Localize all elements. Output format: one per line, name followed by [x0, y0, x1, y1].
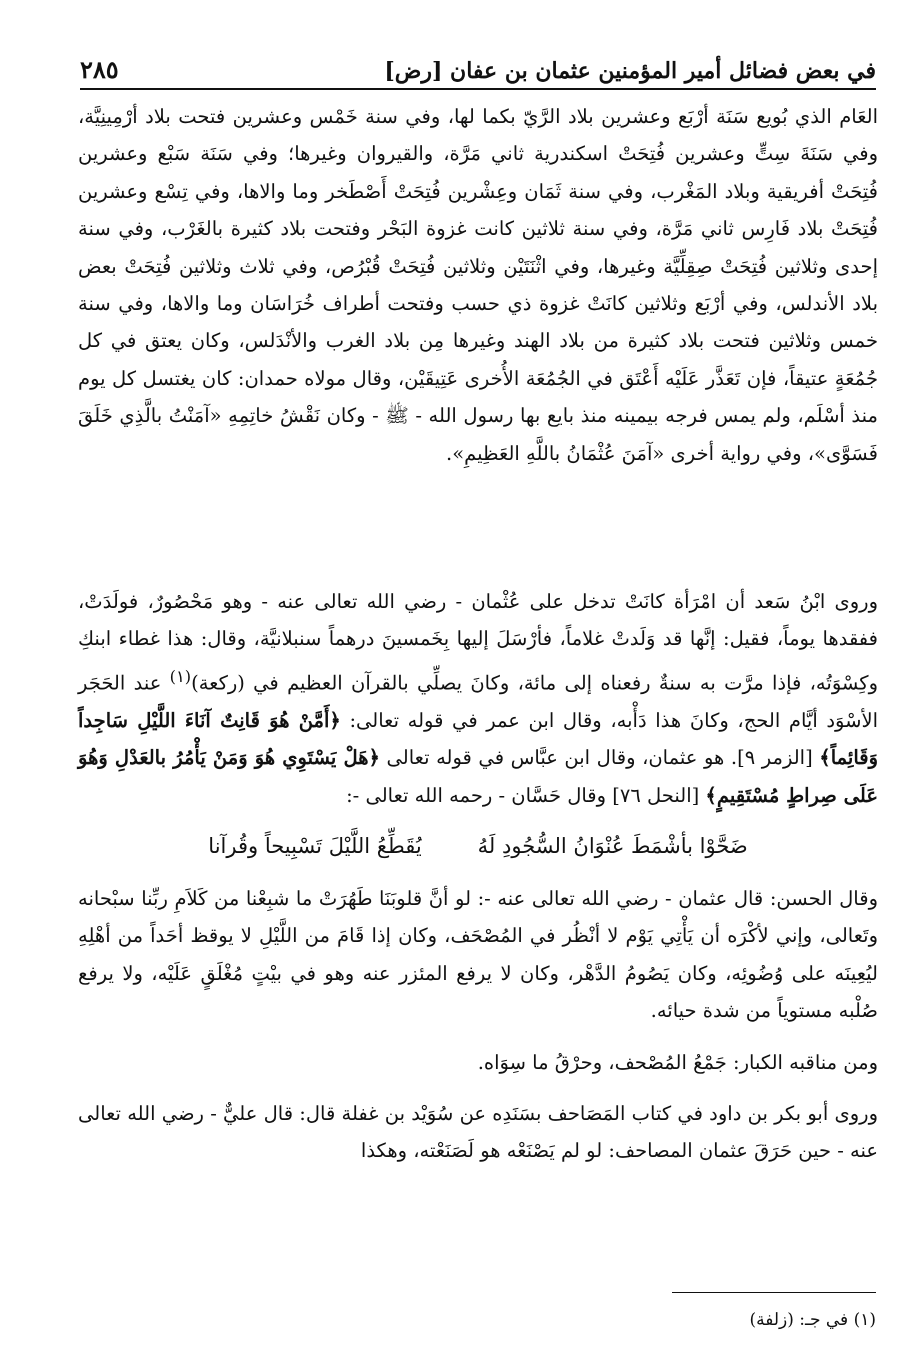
- text-run: [النحل ٧٦] وقال حَسَّان - رحمه الله تعالى -:: [346, 783, 706, 807]
- page-header: [80, 40, 876, 90]
- running-title: في بعض فضائل أمير المؤمنين عثمان بن عفان [رض]: [384, 58, 876, 84]
- quran-verse: ﴿أَمَّنْ هُوَ قَانِتٌ آنَاءَ اللَّيْلِ سَاجِداً وَقَائِماً﴾: [78, 708, 879, 770]
- paragraph-conquests: العَام الذي بُويع سَنَة أرْبَع وعشرين بلاد الرَّيّ بكما لها، وفي سنة خَمْس وعشرين فتحت بلاد أرْمِينِيَّة، وفي سَنَةَ سِتٍّ وعشرين فُتِحَتْ اسكندرية ثاني مَرَّة، والقيروان وغيرها؛ وفي سَنَة سَبْع وعشرين فُتِحَتْ أفريقية وبلاد المَغْرب، وفي سنة ثَمَان وعِشْرين فُتِحَتْ أَصْطَخر وما والاها، وفي تِسْع وعشرين فُتِحَتْ بلاد فَارِس ثاني مَرَّة، وفي سنة ثلاثين كانت غزوة البَحْر وفتحت بلاد كثيرة بالغَرْب، وفي سنة إحدى وثلاثين فُتِحَتْ صِقِلِّيَّة وغيرها، وفي اثْنَتَيْن وثلاثين فُتِحَتْ قُبْرُص، وفي ثلاث وثلاثين فُتِحَتْ بعض بلاد الأندلس، وفي أرْبَع وثلاثين كانَتْ غزوة ذي حسب وفتحت أطراف خُرَاسَان وما والاها، وفي سنة خمس وثلاثين فتحت بلاد كثيرة من بلاد الهند وغيرها مِن بلاد الغرب والأنْدَلس، وكان يعتق في كل جُمُعَةٍ عتيقاً، فإن تَعَذَّر عَلَيْه أَعْتَق في الجُمُعَة الأُخرى عَتِيقَيْن، وقال مولاه حمدان: كان يغتسل كل يوم منذ أسْلَم، ولم يمس فرجه بيمينه منذ بايع بها رسول الله - ﷺ - وكان نَقْشُ خاتِمِهِ «آمَنْتُ بالَّذِي خَلَقَ فَسَوَّى»، وفي رواية أخرى «آمَنَ عُثْمَانُ باللَّهِ العَظِيمِ».: [78, 105, 878, 465]
- quran-verse: ﴿هَلْ يَسْتَوِي هُوَ وَمَنْ يَأْمُرُ بالعَدْلِ وَهُوَ عَلَى صِراطٍ مُسْتَقِيمٍ﴾: [78, 746, 878, 807]
- poem-verse: [78, 828, 878, 864]
- paragraph-hasan: وقال الحسن: قال عثمان - رضي الله تعالى عنه -: لو أنَّ قلوبَنَا طَهُرَتْ ما شبِعْنا من كَلاَمِ ربِّنا سبْحانه وتَعالى، وإني لأكْرَه أن يَأْتِي يَوْم لا أنْظُر في المُصْحَف، وكان إذا قَامَ من اللَّيْلِ لا يوقظ أحَداً من أهْلِهِ ليُعِينَه على وُضُوئِه، وكان يَصُومُ الدَّهْر، وكان لا يرفع المئزر عنه وهو في بيْتٍ مُغْلَقٍ عَلَيْه، ولا يرفع صُلْبه مستوياً من شدة حيائه.: [78, 886, 878, 1023]
- verse-first-hemistich: ضَحَّوْا بأشْمَطَ عُنْوَانُ السُّجُودِ لَهُ: [477, 833, 748, 858]
- footnote: (١) في جـ: (زلفة): [749, 1310, 876, 1330]
- footnote-marker: (١): [169, 666, 192, 686]
- page-number: ٢٨٥: [80, 55, 119, 84]
- main-text: [78, 98, 878, 1170]
- text-run: وروى ابْنُ سَعد أن امْرَأة كانَتْ تدخل على عُثْمان - رضي الله تعالى عنه - وهو مَحْصُورٌ، فولَدَتْ، ففقدها يوماً، فقيل: إنَّها قد وَلَدتْ غلاماً، فأرْسَلَ إليها بِخَمسينَ درهماً سنبلانيَّة، وقال: هذا غطاء ابنكِ وكِسْوَتُه، فإذا مرَّت به سنةٌ رفعناه إلى مائة، وكانَ يصلِّي بالقرآن العظيم في (ركعة): [78, 590, 878, 695]
- text-run: عند الحَجَر الأسْوَد أيَّام الحج، وكانَ هذا دَأْبه، وقال ابن عمر في قوله تعالى:: [78, 671, 878, 732]
- verse-second-hemistich: يُقَطِّعُ اللَّيْلَ تَسْبِيحاً وقُرآنا: [208, 833, 422, 858]
- footnote-divider: [672, 1292, 876, 1293]
- text-run: [الزمر ٩]. هو عثمان، وقال ابن عبَّاس في قوله تعالى: [379, 746, 820, 770]
- paragraph-abu-bakr-ibn-dawud: وروى أبو بكر بن داود في كتاب المَصَاحف بسَنَدِه عن سُوَيْد بن غفلة قال: قال عليٌّ - رضي الله تعالى عنه - حين حَرَقَ عثمان المصاحف: لو لم يَصْنَعْه هو لَصَنَعْته، وهكذا: [78, 1101, 878, 1163]
- paragraph-ibn-saad: [78, 583, 878, 814]
- paragraph-manaqib: ومن مناقبه الكبار: جَمْعُ المُصْحف، وحرْقُ ما سِوَاه.: [477, 1050, 878, 1074]
